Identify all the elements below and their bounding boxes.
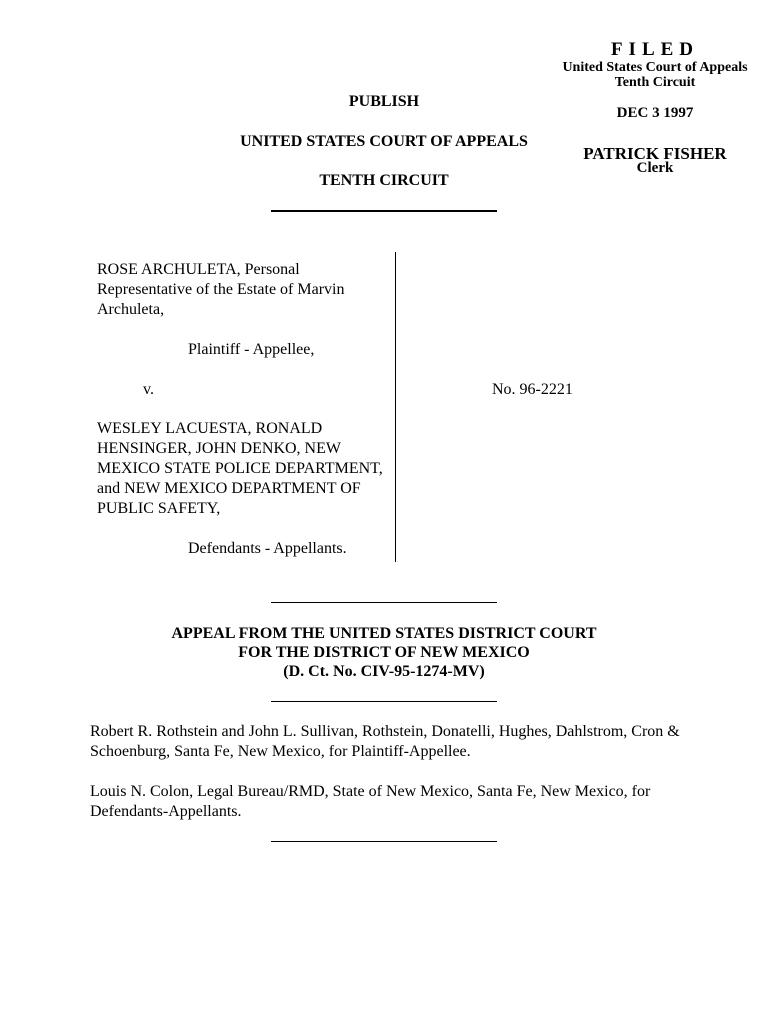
counsel-appellee: Robert R. Rothstein and John L. Sullivan, Rothstein, Donatelli, Hughes, Dahlstrom, Cron & Schoenburg, Santa Fe, New Mexico, for Plaintiff-Appellee. xyxy=(90,723,680,760)
publish-heading: PUBLISH xyxy=(348,93,420,110)
court-heading: UNITED STATES COURT OF APPEALS xyxy=(240,133,528,150)
appeal-block xyxy=(90,624,678,681)
header-rule xyxy=(271,210,497,212)
circuit-heading: TENTH CIRCUIT xyxy=(319,172,449,189)
appeal-line-1: APPEAL FROM THE UNITED STATES DISTRICT COURT xyxy=(171,625,597,642)
counsel-appellants: Louis N. Colon, Legal Bureau/RMD, State of New Mexico, Santa Fe, New Mexico, for Defendants-Appellants. xyxy=(90,783,651,820)
defendant-role: Defendants - Appellants. xyxy=(188,540,347,557)
appeal-line-2: FOR THE DISTRICT OF NEW MEXICO xyxy=(238,644,530,661)
appeal-line-3: (D. Ct. No. CIV-95-1274-MV) xyxy=(283,663,485,680)
case-number: No. 96-2221 xyxy=(492,381,573,398)
versus: v. xyxy=(143,381,154,398)
filed-clerk-name: PATRICK FISHER xyxy=(583,144,727,163)
plaintiff-role: Plaintiff - Appellee, xyxy=(188,341,315,358)
filed-clerk-title: Clerk xyxy=(636,160,674,176)
defendant-names: WESLEY LACUESTA, RONALD HENSINGER, JOHN DENKO, NEW MEXICO STATE POLICE DEPARTMENT, and NEW MEXICO DEPARTMENT OF PUBLIC SAFETY, xyxy=(97,420,383,517)
filed-date: DEC 3 1997 xyxy=(616,105,694,121)
plaintiff-name: ROSE ARCHULETA, Personal Representative of the Estate of Marvin Archuleta, xyxy=(97,261,345,318)
filed-word: FILED xyxy=(610,39,700,60)
caption-divider xyxy=(395,252,396,562)
filed-circuit: Tenth Circuit xyxy=(614,75,696,90)
counsel-rule xyxy=(271,841,497,842)
caption-rule xyxy=(271,602,497,603)
filed-court: United States Court of Appeals xyxy=(562,60,748,75)
appeal-rule xyxy=(271,701,497,702)
filed-stamp xyxy=(540,39,768,176)
